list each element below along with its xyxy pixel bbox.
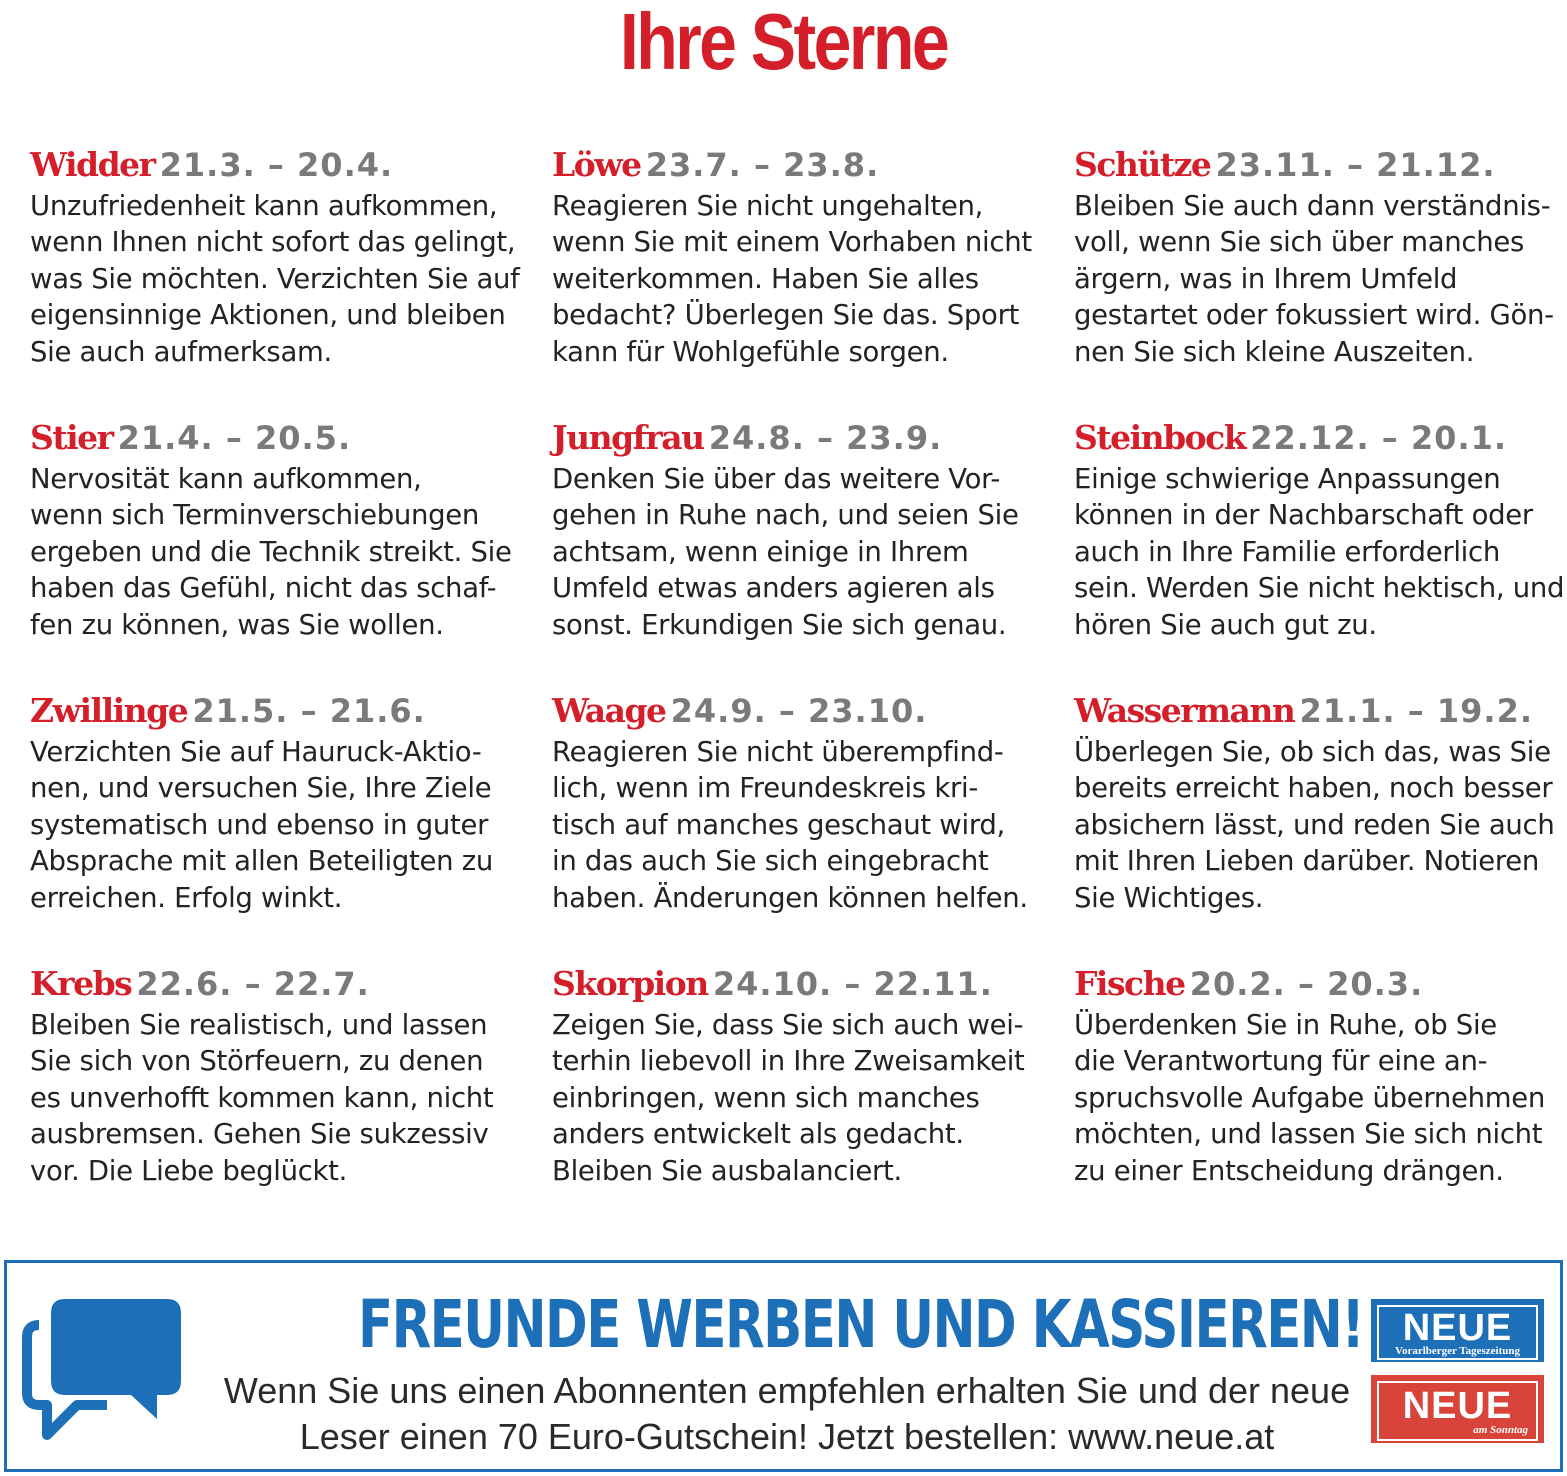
- sign-text: Überdenken Sie in Ruhe, ob Sie die Verantwortung für eine an- spruchsvolle Aufgabe übernehmen möchten, und lassen Sie sich nicht zu einer Entscheidung drängen.: [1074, 1009, 1546, 1187]
- sign-text: Bleiben Sie realistisch, und lassen Sie sich von Störfeuern, zu denen es unverhofft kommen kann, nicht ausbremsen. Gehen Sie sukzessiv vor. Die Liebe beglückt.: [30, 1009, 494, 1187]
- logo-subtitle: am Sonntag: [1473, 1424, 1528, 1436]
- sign-name: Löwe: [552, 145, 641, 184]
- sign-jungfrau: [552, 415, 1052, 648]
- page-title: Ihre Sterne: [619, 0, 948, 86]
- sign-name: Wassermann: [1074, 691, 1295, 730]
- sign-skorpion: [552, 961, 1052, 1194]
- promo-text: Wenn Sie uns einen Abonnenten empfehlen erhalten Sie und der neue Leser einen 70 Euro-Gutschein! Jetzt bestellen: www.neue.at: [223, 1370, 1351, 1457]
- sign-dates: 24.8. – 23.9.: [708, 419, 943, 457]
- sign-name: Krebs: [30, 964, 132, 1003]
- sign-text: Zeigen Sie, dass Sie sich auch wei- terhin liebevoll in Ihre Zweisamkeit einbringen, wenn sich manches anders entwickelt als gedacht. Bleiben Sie ausbalanciert.: [552, 1009, 1025, 1187]
- sign-text: Bleiben Sie auch dann verständnis- voll, wenn Sie sich über manches ärgern, was in Ihrem Umfeld gestartet oder fokussiert wird. Gön- nen Sie sich kleine Auszeiten.: [1074, 190, 1554, 368]
- sign-text: Unzufriedenheit kann aufkommen, wenn Ihnen nicht sofort das gelingt, was Sie möchten. Verzichten Sie auf eigensinnige Aktionen, und bleiben Sie auch aufmerksam.: [30, 190, 520, 368]
- logo-subtitle: Vorarlberger Tageszeitung: [1395, 1345, 1520, 1357]
- sign-dates: 23.7. – 23.8.: [645, 146, 880, 184]
- sign-text: Reagieren Sie nicht ungehalten, wenn Sie mit einem Vorhaben nicht weiterkommen. Haben Sie alles bedacht? Überlegen Sie das. Sport kann für Wohlgefühle sorgen.: [552, 190, 1032, 368]
- logo-word: NEUE: [1402, 1385, 1513, 1427]
- sign-name: Schütze: [1074, 145, 1211, 184]
- sign-name: Fische: [1074, 964, 1185, 1003]
- sign-text: Verzichten Sie auf Hauruck-Aktio- nen, und versuchen Sie, Ihre Ziele systematisch und ebenso in guter Absprache mit allen Beteiligten zu erreichen. Erfolg winkt.: [30, 736, 493, 914]
- sign-dates: 24.9. – 23.10.: [670, 692, 928, 730]
- sign-stier: [30, 415, 530, 648]
- sign-zwillinge: [30, 688, 530, 921]
- sign-krebs: [30, 961, 530, 1194]
- sign-name: Steinbock: [1074, 418, 1246, 457]
- sign-loewe: [552, 142, 1052, 375]
- sign-text: Einige schwierige Anpassungen können in der Nachbarschaft oder auch in Ihre Familie erforderlich sein. Werden Sie nicht hektisch, und hören Sie auch gut zu.: [1074, 463, 1565, 641]
- horoscope-grid: [30, 142, 1565, 1194]
- sign-dates: 21.3. – 20.4.: [159, 146, 394, 184]
- sign-name: Jungfrau: [552, 418, 704, 457]
- sign-name: Skorpion: [552, 964, 708, 1003]
- sign-text: Nervosität kann aufkommen, wenn sich Terminverschiebungen ergeben und die Technik streikt. Sie haben das Gefühl, nicht das schaf- fen zu können, was Sie wollen.: [30, 463, 512, 641]
- sign-dates: 24.10. – 22.11.: [712, 965, 993, 1003]
- sign-fische: [1074, 961, 1567, 1194]
- logo-word: NEUE: [1402, 1307, 1513, 1349]
- sign-name: Widder: [30, 145, 155, 184]
- sign-text: Überlegen Sie, ob sich das, was Sie bereits erreicht haben, noch besser absichern lässt, und reden Sie auch mit Ihren Lieben darüber. Notieren Sie Wichtiges.: [1074, 736, 1555, 914]
- speech-bubbles-icon: [17, 1295, 187, 1449]
- sign-name: Waage: [552, 691, 666, 730]
- promo-headline: FREUNDE WERBEN UND KASSIEREN!: [358, 1286, 1364, 1363]
- sign-dates: 21.1. – 19.2.: [1299, 692, 1533, 730]
- sign-steinbock: [1074, 415, 1567, 648]
- sign-dates: 21.4. – 20.5.: [117, 419, 352, 457]
- sign-dates: 22.12. – 20.1.: [1250, 419, 1508, 457]
- sign-schuetze: [1074, 142, 1567, 375]
- sign-dates: 20.2. – 20.3.: [1189, 965, 1424, 1003]
- sign-dates: 22.6. – 22.7.: [136, 965, 370, 1003]
- sign-dates: 21.5. – 21.6.: [192, 692, 426, 730]
- sign-text: Reagieren Sie nicht überempfind- lich, wenn im Freundeskreis kri- tisch auf manches geschaut wird, in das auch Sie sich eingebracht haben. Änderungen können helfen.: [552, 736, 1028, 914]
- promo-banner[interactable]: [4, 1260, 1563, 1472]
- sign-wassermann: [1074, 688, 1567, 921]
- neue-am-sonntag-logo: [1371, 1375, 1544, 1443]
- sign-name: Zwillinge: [30, 691, 188, 730]
- neue-logo: [1371, 1299, 1544, 1362]
- sign-widder: [30, 142, 530, 375]
- sign-dates: 23.11. – 21.12.: [1215, 146, 1496, 184]
- sign-name: Stier: [30, 418, 113, 457]
- sign-text: Denken Sie über das weitere Vor- gehen in Ruhe nach, und seien Sie achtsam, wenn einige in Ihrem Umfeld etwas anders agieren als sonst. Erkundigen Sie sich genau.: [552, 463, 1019, 641]
- sign-waage: [552, 688, 1052, 921]
